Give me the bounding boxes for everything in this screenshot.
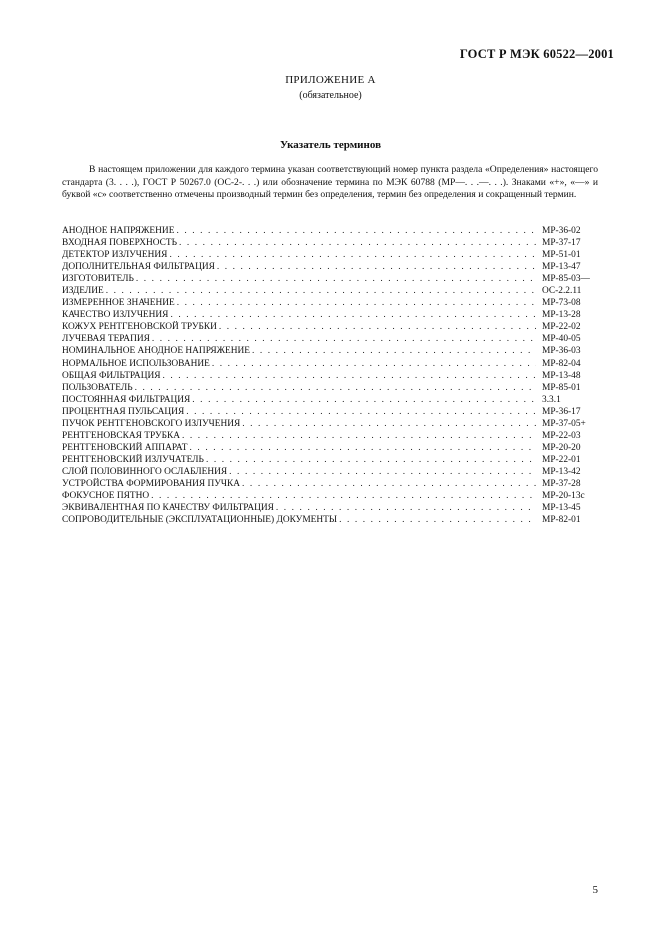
term-name: УСТРОЙСТВА ФОРМИРОВАНИЯ ПУЧКА <box>62 478 241 489</box>
dot-leader <box>206 454 536 466</box>
term-name: ИЗДЕЛИЕ <box>62 286 104 297</box>
term-reference: МР-13-42 <box>542 466 581 477</box>
term-row <box>62 382 600 394</box>
term-name: ОБЩАЯ ФИЛЬТРАЦИЯ <box>62 370 161 381</box>
dot-leader <box>135 382 536 394</box>
term-row <box>62 249 600 261</box>
dot-leader <box>170 309 536 321</box>
term-name: ЭКВИВАЛЕНТНАЯ ПО КАЧЕСТВУ ФИЛЬТРАЦИЯ <box>62 503 274 514</box>
term-reference: МР-22-01 <box>542 454 581 465</box>
dot-leader <box>163 370 537 382</box>
term-row <box>62 514 600 526</box>
term-name: АНОДНОЕ НАПРЯЖЕНИЕ <box>62 226 175 236</box>
term-row <box>62 490 600 502</box>
term-reference: МР-85-01 <box>542 382 581 393</box>
term-row <box>62 394 600 406</box>
term-reference: МР-13-48 <box>542 370 581 381</box>
term-row <box>62 237 600 249</box>
term-row <box>62 478 600 490</box>
dot-leader <box>179 237 536 249</box>
term-reference: 3.3.1 <box>542 394 561 405</box>
term-row <box>62 442 600 454</box>
term-reference: МР-36-17 <box>542 406 581 417</box>
term-row <box>62 309 600 321</box>
term-name: КОЖУХ РЕНТГЕНОВСКОЙ ТРУБКИ <box>62 322 217 333</box>
term-name: КАЧЕСТВО ИЗЛУЧЕНИЯ <box>62 310 169 321</box>
dot-leader <box>186 406 536 418</box>
term-reference: МР-37-05+ <box>542 418 586 429</box>
term-name: РЕНТГЕНОВСКАЯ ТРУБКА <box>62 430 181 441</box>
dot-leader <box>182 430 536 442</box>
dot-leader <box>252 345 536 357</box>
term-row <box>62 358 600 370</box>
term-reference: МР-13-28 <box>542 310 581 321</box>
term-reference: МР-13-47 <box>542 262 581 273</box>
term-row <box>62 345 600 357</box>
dot-leader <box>190 442 536 454</box>
term-row <box>62 454 600 466</box>
dot-leader <box>219 321 536 333</box>
term-name: ПОЛЬЗОВАТЕЛЬ <box>62 382 133 393</box>
index-title: Указатель терминов <box>279 139 382 151</box>
appendix-status: (обязательное) <box>299 90 362 101</box>
term-reference: ОС-2.2.11 <box>542 286 582 297</box>
dot-leader <box>339 514 536 526</box>
term-reference: МР-73-08 <box>542 298 581 309</box>
term-reference: МР-36-02 <box>542 226 581 236</box>
term-name: ДОПОЛНИТЕЛЬНАЯ ФИЛЬТРАЦИЯ <box>62 262 215 273</box>
dot-leader <box>151 490 536 502</box>
term-reference: МР-37-17 <box>542 238 581 249</box>
term-row <box>62 273 600 285</box>
dot-leader <box>177 297 536 309</box>
term-row <box>62 225 600 237</box>
term-reference: МР-22-02 <box>542 322 581 333</box>
dot-leader <box>169 249 536 261</box>
dot-leader <box>176 225 536 237</box>
dot-leader <box>276 502 536 514</box>
term-name: ФОКУСНОЕ ПЯТНО <box>62 491 150 502</box>
term-list <box>62 225 600 526</box>
term-reference: МР-40-05 <box>542 334 581 345</box>
term-row <box>62 370 600 382</box>
term-name: ПУЧОК РЕНТГЕНОВСКОГО ИЗЛУЧЕНИЯ <box>62 418 241 429</box>
term-reference: МР-85-03— <box>542 274 590 285</box>
term-reference: МР-82-04 <box>542 358 581 369</box>
term-name: НОМИНАЛЬНОЕ АНОДНОЕ НАПРЯЖЕНИЕ <box>62 346 250 357</box>
term-reference: МР-22-03 <box>542 430 581 441</box>
term-name: ЛУЧЕВАЯ ТЕРАПИЯ <box>62 334 150 345</box>
term-name: СОПРОВОДИТЕЛЬНЫЕ (ЭКСПЛУАТАЦИОННЫЕ) ДОКУМЕНТЫ <box>62 515 338 526</box>
term-name: НОРМАЛЬНОЕ ИСПОЛЬЗОВАНИЕ <box>62 358 210 369</box>
term-row <box>62 430 600 442</box>
term-name: РЕНТГЕНОВСКИЙ АППАРАТ <box>62 442 188 453</box>
intro-text: В настоящем приложении для каждого термина указан соответствующий номер пункта раздела «Определения» настоящего стандарта (3. . . .), ГОСТ Р 50267.0 (ОС-2-. . .) или обозначение термина по МЭК 60788 (МР—. . .—. . .). Знаками «+», «—» и буквой «с» соответственно отмечены производный термин без определения, термин без определения и сокращенный термин. <box>62 164 598 201</box>
appendix-title: ПРИЛОЖЕНИЕ А <box>285 74 376 86</box>
term-name: РЕНТГЕНОВСКИЙ ИЗЛУЧАТЕЛЬ <box>62 454 204 465</box>
dot-leader <box>106 285 536 297</box>
term-reference: МР-20-20 <box>542 442 581 453</box>
dot-leader <box>242 418 536 430</box>
term-reference: МР-13-45 <box>542 503 581 514</box>
term-row <box>62 333 600 345</box>
term-row <box>62 321 600 333</box>
term-reference: МР-51-01 <box>542 250 581 261</box>
term-row <box>62 502 600 514</box>
term-row <box>62 418 600 430</box>
term-name: ДЕТЕКТОР ИЗЛУЧЕНИЯ <box>62 250 168 261</box>
dot-leader <box>136 273 536 285</box>
dot-leader <box>229 466 536 478</box>
document-number: ГОСТ Р МЭК 60522—2001 <box>459 47 614 61</box>
term-row <box>62 261 600 273</box>
term-row <box>62 285 600 297</box>
term-row <box>62 466 600 478</box>
term-reference: МР-36-03 <box>542 346 581 357</box>
dot-leader <box>242 478 536 490</box>
term-name: ПОСТОЯННАЯ ФИЛЬТРАЦИЯ <box>62 394 191 405</box>
dot-leader <box>217 261 536 273</box>
term-name: ИЗМЕРЕННОЕ ЗНАЧЕНИЕ <box>62 298 175 309</box>
term-name: СЛОЙ ПОЛОВИННОГО ОСЛАБЛЕНИЯ <box>62 466 228 477</box>
term-name: ВХОДНАЯ ПОВЕРХНОСТЬ <box>62 238 178 249</box>
dot-leader <box>192 394 536 406</box>
dot-leader <box>152 333 536 345</box>
term-row <box>62 406 600 418</box>
term-reference: МР-37-28 <box>542 478 581 489</box>
term-name: ПРОЦЕНТНАЯ ПУЛЬСАЦИЯ <box>62 406 185 417</box>
term-reference: МР-20-13с <box>542 491 585 502</box>
dot-leader <box>212 358 536 370</box>
term-row <box>62 297 600 309</box>
term-name: ИЗГОТОВИТЕЛЬ <box>62 274 134 285</box>
page-number: 5 <box>592 884 598 896</box>
term-reference: МР-82-01 <box>542 515 581 526</box>
intro-paragraph <box>62 164 598 202</box>
